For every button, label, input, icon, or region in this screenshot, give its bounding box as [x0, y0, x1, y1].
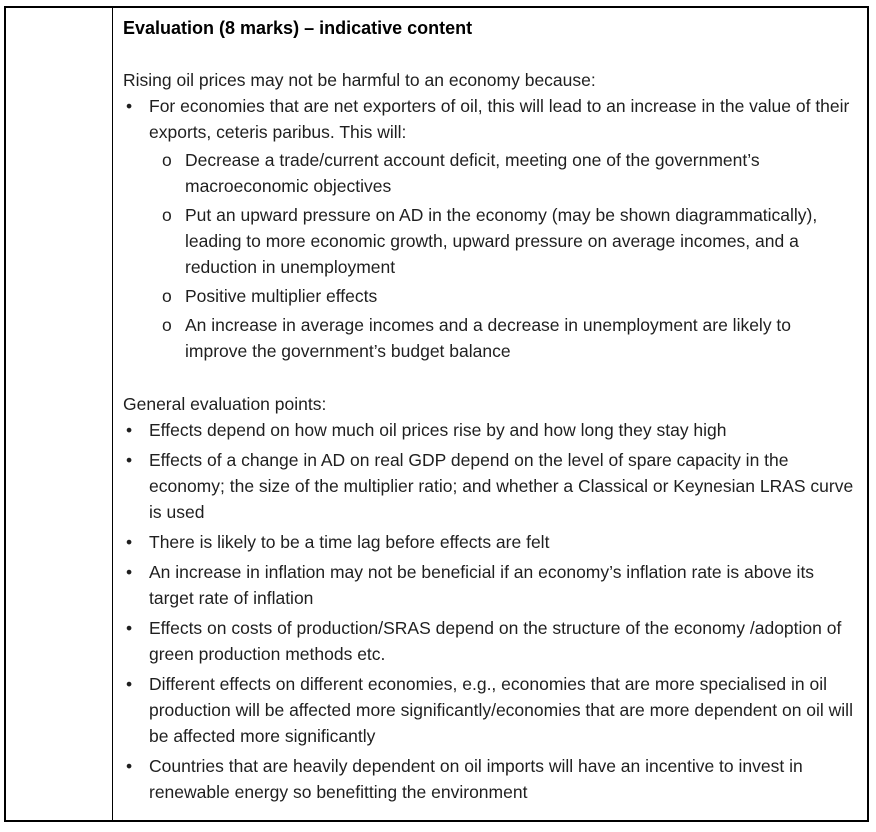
list-item-text: Different effects on different economies, e.g., economies that are more specialised in oil production will be affected more significantly/economies that are more dependent on oil will be affected more significantly	[149, 674, 853, 746]
circle-bullet-icon: o	[162, 315, 172, 335]
list-item	[123, 671, 855, 749]
list-item-text: Put an upward pressure on AD in the economy (may be shown diagrammatically), leading to more economic growth, upward pressure on average incomes, and a reduction in unemployment	[185, 205, 818, 277]
indicative-content-cell	[113, 8, 867, 820]
list-item	[123, 559, 855, 611]
intro-paragraph: Rising oil prices may not be harmful to an economy because:	[123, 70, 596, 90]
bullet-icon: •	[126, 96, 133, 116]
list-item	[162, 147, 855, 199]
list-item	[162, 202, 855, 280]
circle-bullet-icon: o	[162, 150, 172, 170]
list-item-text: Countries that are heavily dependent on oil imports will have an incentive to invest in renewable energy so benefitting the environment	[149, 756, 803, 802]
oil-exporter-list	[123, 93, 855, 364]
bullet-icon: •	[126, 450, 133, 470]
bullet-icon: •	[126, 420, 133, 440]
list-item-text: Positive multiplier effects	[185, 286, 378, 306]
list-item	[123, 93, 855, 145]
list-item-text: Effects on costs of production/SRAS depend on the structure of the economy /adoption of green production methods etc.	[149, 618, 842, 664]
spacer	[123, 367, 855, 391]
bullet-icon: •	[126, 532, 133, 552]
oil-effects-sublist	[162, 147, 855, 364]
circle-bullet-icon: o	[162, 286, 172, 306]
general-evaluation-list	[123, 417, 855, 805]
list-item	[162, 283, 855, 309]
list-item	[123, 529, 855, 555]
list-item	[123, 615, 855, 667]
section-heading: Evaluation (8 marks) – indicative content	[123, 18, 473, 38]
list-item-text: An increase in inflation may not be beneficial if an economy’s inflation rate is above its target rate of inflation	[149, 562, 815, 608]
general-points-heading: General evaluation points:	[123, 394, 327, 414]
list-item-text: Effects depend on how much oil prices rise by and how long they stay high	[149, 420, 727, 440]
list-item-text: Decrease a trade/current account deficit, meeting one of the government’s macroeconomic objectives	[185, 150, 760, 196]
list-item	[162, 312, 855, 364]
bullet-icon: •	[126, 674, 133, 694]
list-item	[123, 753, 855, 805]
list-item-text: An increase in average incomes and a decrease in unemployment are likely to improve the government’s budget balance	[185, 315, 792, 361]
bullet-icon: •	[126, 618, 133, 638]
bullet-icon: •	[126, 562, 133, 582]
list-item-text: Effects of a change in AD on real GDP depend on the level of spare capacity in the economy; the size of the multiplier ratio; and whether a Classical or Keynesian LRAS curve is used	[149, 450, 854, 522]
list-item-text: For economies that are net exporters of oil, this will lead to an increase in the value of their exports, ceteris paribus. This will:	[149, 96, 850, 142]
mark-scheme-table	[4, 6, 869, 822]
list-item	[123, 447, 855, 525]
list-item-text: There is likely to be a time lag before effects are felt	[149, 532, 550, 552]
spacer	[123, 41, 855, 67]
circle-bullet-icon: o	[162, 205, 172, 225]
list-item	[123, 417, 855, 443]
empty-marks-cell	[6, 8, 113, 820]
bullet-icon: •	[126, 756, 133, 776]
